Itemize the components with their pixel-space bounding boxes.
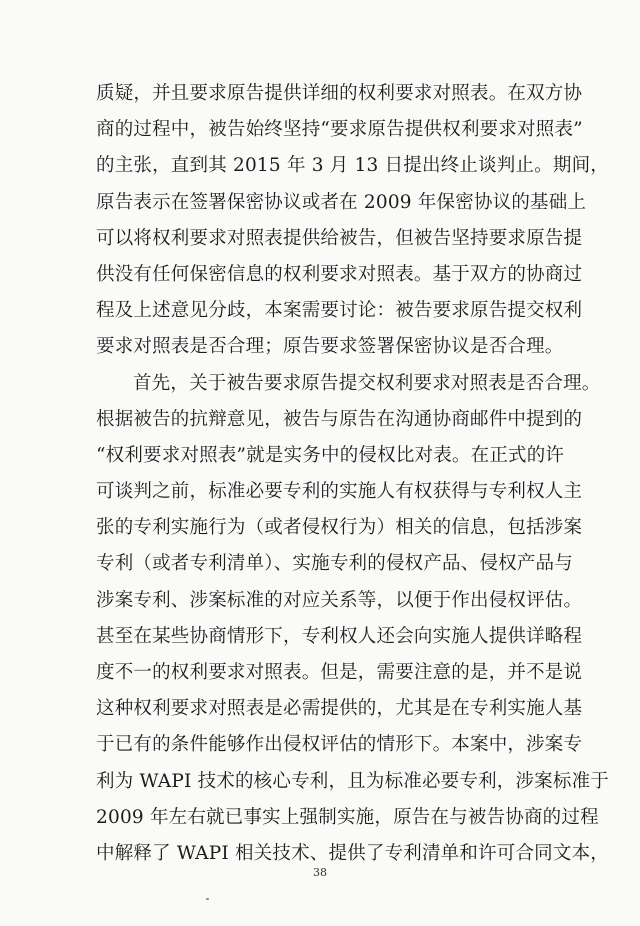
text-line: 的主张，直到其 2015 年 3 月 13 日提出终止谈判止。期间， [96,155,609,177]
text-line: 利为 WAPI 技术的核心专利，且为标准必要专利，涉案标准于 [96,770,609,792]
text-line: 供没有任何保密信息的权利要求对照表。基于双方的协商过 [96,263,583,285]
text-line: 甚至在某些协商情形下，专利权人还会向实施人提供详略程 [96,625,583,647]
text-line: 原告表示在签署保密协议或者在 2009 年保密协议的基础上 [96,191,587,213]
body-text [96,76,609,872]
text-line: 涉案专利、涉案标准的对应关系等，以便于作出侵权评估。 [96,589,583,611]
paragraph-start-line: 首先，关于被告要求原告提交权利要求对照表是否合理。 [133,372,601,394]
text-line: 程及上述意见分歧，本案需要讨论：被告要求原告提交权利 [96,300,583,322]
text-line: 中解释了 WAPI 相关技术、提供了专利清单和许可合同文本， [96,842,609,864]
text-line: 度不一的权利要求对照表。但是，需要注意的是，并不是说 [96,662,583,683]
text-line: “权利要求对照表”就是实务中的侵权比对表。在正式的许 [96,444,565,466]
text-line: 可以将权利要求对照表提供给被告，但被告坚持要求原告提 [96,227,583,249]
text-line: 这种权利要求对照表是必需提供的，尤其是在专利实施人基 [96,698,583,720]
text-line: 可谈判之前，标准必要专利的实施人有权获得与专利权人主 [96,481,583,503]
text-line: 商的过程中，被告始终坚持“要求原告提供权利要求对照表” [96,119,583,141]
text-line: 于已有的条件能够作出侵权评估的情形下。本案中，涉案专 [96,734,583,756]
text-line: 专利（或者专利清单）、实施专利的侵权产品、侵权产品与 [96,553,573,575]
text-line: 2009 年左右就已事实上强制实施，原告在与被告协商的过程 [96,806,599,828]
text-line: 要求对照表是否合理；原告要求签署保密协议是否合理。 [96,336,564,358]
page-number: 38 [313,866,327,879]
text-line: 张的专利实施行为（或者侵权行为）相关的信息，包括涉案 [96,517,583,539]
text-line: 质疑，并且要求原告提供详细的权利要求对照表。在双方协 [96,83,583,104]
text-line: 根据被告的抗辩意见，被告与原告在沟通协商邮件中提到的 [96,408,583,430]
scan-speck [206,898,209,900]
